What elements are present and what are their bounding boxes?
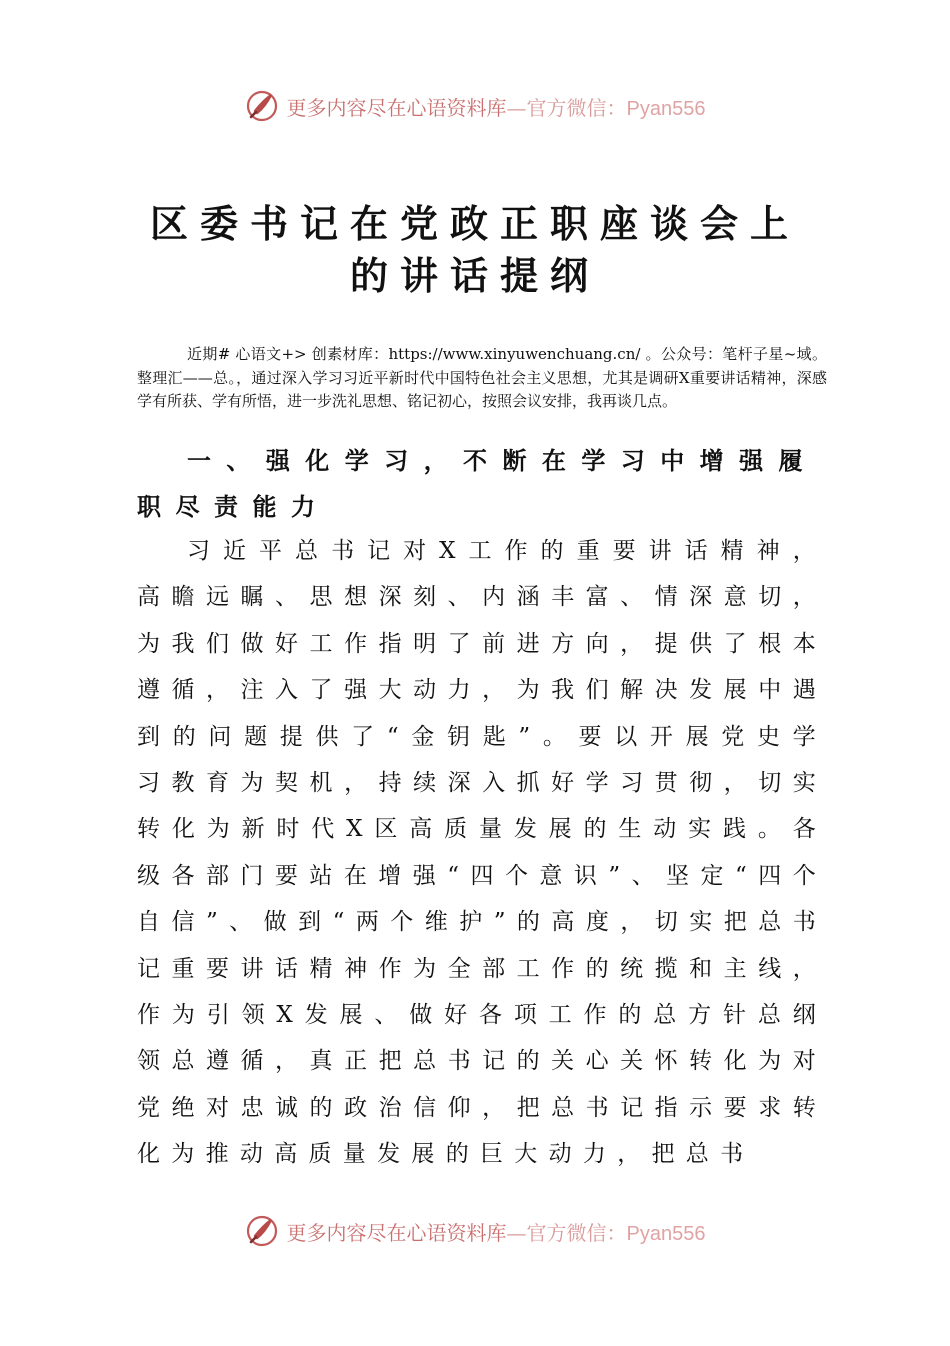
quill-logo-icon	[245, 89, 279, 123]
watermark-brand: 更多内容尽在心语资料库	[286, 1220, 507, 1245]
header-watermark	[0, 86, 950, 126]
section-heading: 一、强化学习，不断在学习中增强履职尽责能力	[137, 447, 817, 521]
watermark-brand: 更多内容尽在心语资料库	[286, 95, 507, 120]
watermark-text	[287, 1217, 706, 1246]
title-line-1: 区委书记在党政正职座谈会上	[149, 202, 800, 246]
watermark-handle: Pyan556	[626, 1222, 706, 1245]
body-paragraph: 习近平总书记对X工作的重要讲话精神，高瞻远瞩、思想深刻、内涵丰富、情深意切，为我们做好工作指明了前进方向，提供了根本遵循，注入了强大动力，为我们解决发展中遇到的问题提供了“金钥匙”。要以开展党史学习教育为契机，持续深入抓好学习贯彻，切实转化为新时代X区高质量发展的生动实践。各级各部门要站在增强“四个意识”、坚定“四个自信”、做到“两个维护”的高度，切实把总书记重要讲话精神作为全部工作的统揽和主线，作为引领X发展、做好各项工作的总方针总纲领总遵循，真正把总书记的关心关怀转化为对党绝对忠诚的政治信仰，把总书记指示要求转化为推动高质量发展的巨大动力，把总书	[137, 538, 827, 1168]
watermark-separator: —	[506, 95, 527, 120]
intro-paragraph: 近期# 心语文+> 创素材库：https://www.xinyuwenchuang.cn/ 。公众号：笔杆子星~域。整理汇——总。，通过深入学习习近平新时代中国特色社会主义思想，尤其是调研X重要讲话精神，深感学有所获、学有所悟，进一步洗礼思想、铭记初心，按照会议安排，我再谈几点。	[137, 345, 827, 410]
watermark-separator: —	[506, 1220, 527, 1245]
quill-logo-icon	[245, 1214, 279, 1248]
watermark-handle: Pyan556	[626, 97, 706, 120]
watermark-text	[287, 92, 706, 121]
watermark-official: 官方微信：	[526, 1220, 627, 1245]
footer-watermark	[0, 1211, 950, 1251]
watermark-official: 官方微信：	[526, 95, 627, 120]
document-title	[120, 198, 830, 302]
title-line-2: 的讲话提纲	[349, 254, 600, 298]
